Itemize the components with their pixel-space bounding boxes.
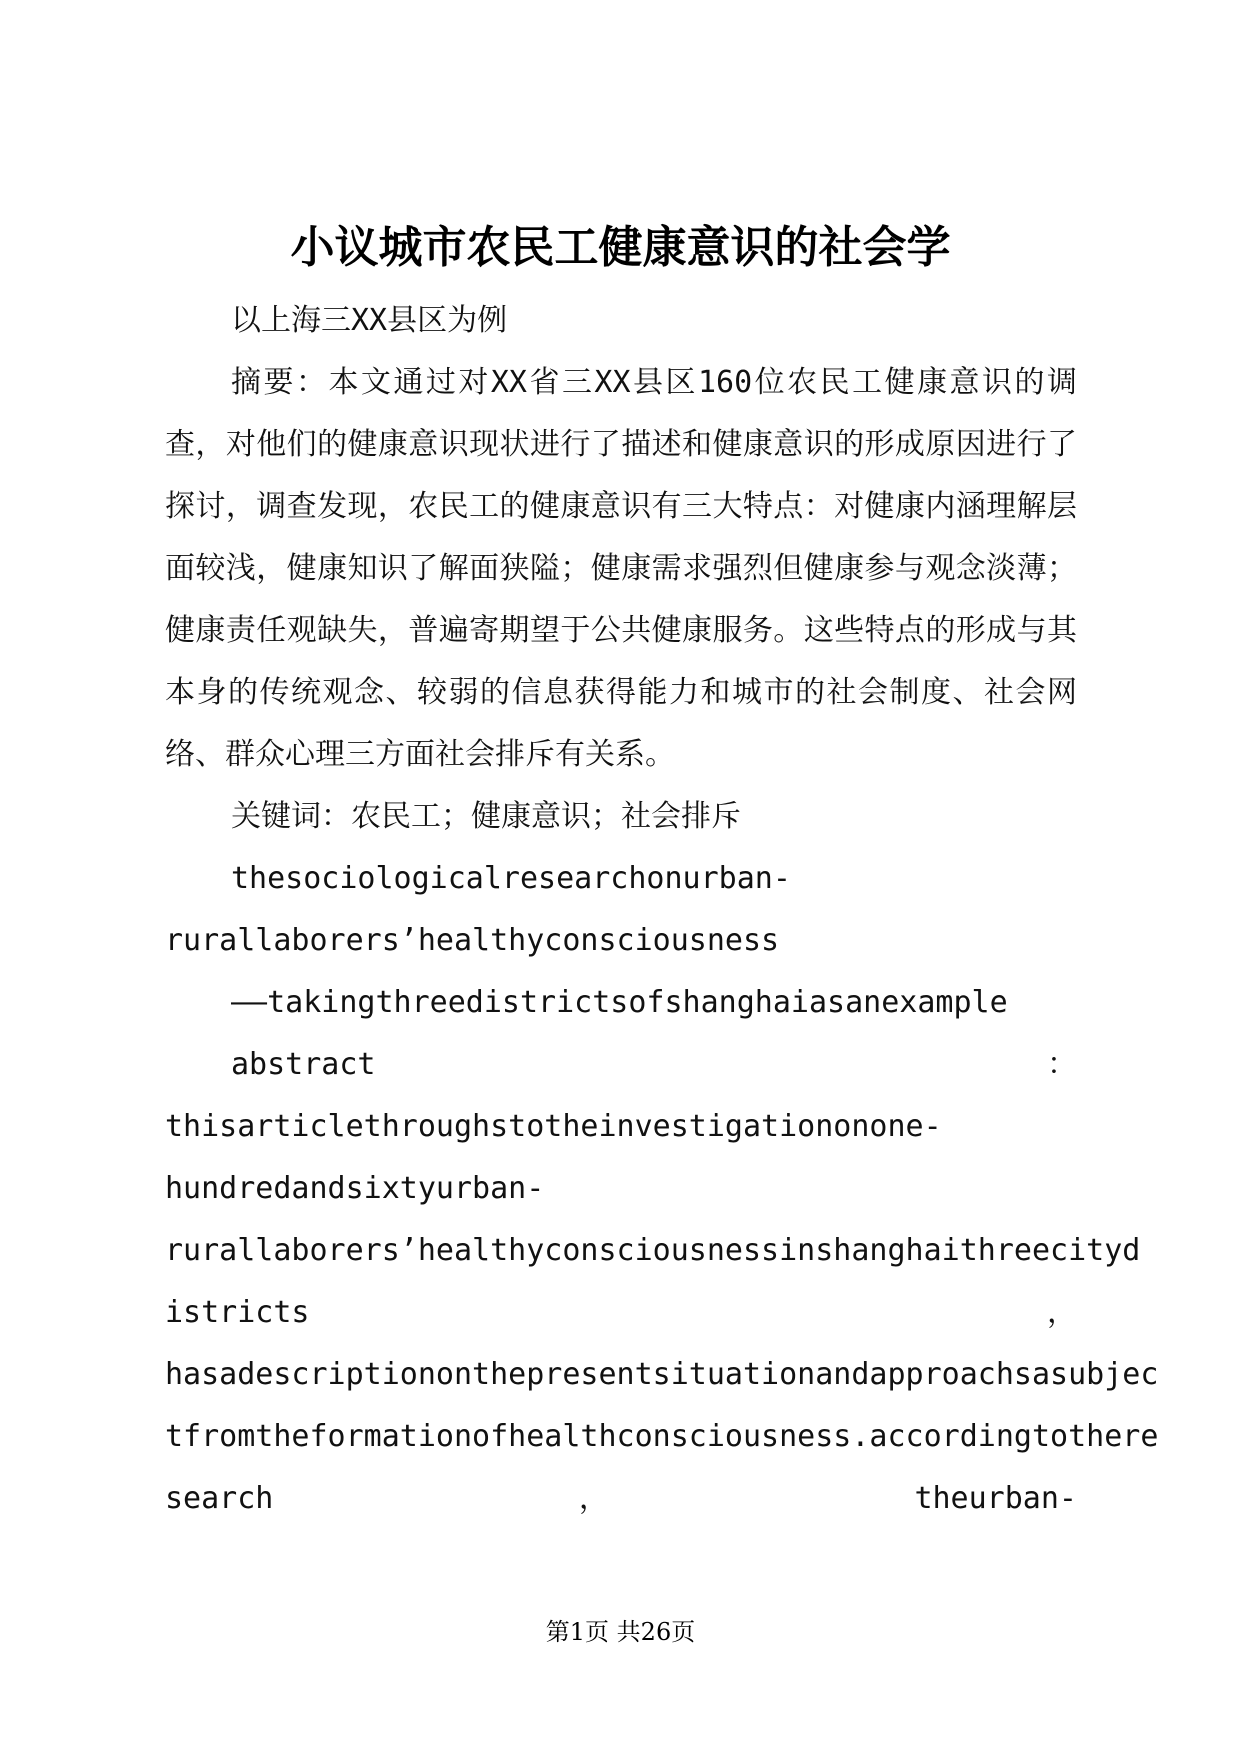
english-title-line-1: thesociologicalresearchonurban- xyxy=(231,861,791,896)
english-search: search xyxy=(165,1481,274,1516)
subtitle-cn: 以上海三XX县区为例 xyxy=(231,303,508,338)
english-comma-2: ， xyxy=(578,1481,609,1516)
document-title: 小议城市农民工健康意识的社会学 xyxy=(290,222,951,273)
english-line-tfrom: tfromtheformationofhealthconsciousness.accordingtothere xyxy=(165,1419,1159,1454)
english-line-3: rurallaborers’healthyconsciousnessinshanghaithreecityd xyxy=(165,1233,1141,1268)
english-line-2: hundredandsixtyurban- xyxy=(165,1171,545,1206)
abstract-cn: 摘要：本文通过对XX省三XX县区160位农民工健康意识的调查，对他们的健康意识现状进行了描述和健康意识的形成原因进行了探讨，调查发现，农民工的健康意识有三大特点：对健康内涵理解层面较浅，健康知识了解面狭隘；健康需求强烈但健康参与观念淡薄；健康责任观缺失，普遍寄期望于公共健康服务。这些特点的形成与其本身的传统观念、较弱的信息获得能力和城市的社会制度、社会网络、群众心理三方面社会排斥有关系。 xyxy=(165,365,1077,772)
english-line-1: thisarticlethroughstotheinvestigationonone- xyxy=(165,1109,942,1144)
english-theurban: theurban- xyxy=(914,1481,1077,1516)
english-istricts: istricts xyxy=(165,1295,310,1330)
english-line-istricts xyxy=(165,1282,1077,1344)
english-comma-1: ， xyxy=(1047,1295,1077,1330)
english-subtitle: ——takingthreedistrictsofshanghaiasanexample xyxy=(231,985,1008,1020)
english-line-has: hasadescriptiononthepresentsituationandapproachsasubjec xyxy=(165,1357,1159,1392)
keywords-cn: 关键词：农民工；健康意识；社会排斥 xyxy=(231,799,741,834)
english-abstract-label: abstract xyxy=(231,1047,376,1082)
english-line-search xyxy=(165,1468,1077,1530)
document-body xyxy=(165,290,1159,1530)
english-abstract-label-line xyxy=(165,1034,1077,1096)
english-title-line-2: rurallaborers’healthyconsciousness xyxy=(165,923,780,958)
page-footer: 第1页 共26页 xyxy=(545,1618,696,1646)
english-abstract-colon: ： xyxy=(1047,1047,1077,1082)
